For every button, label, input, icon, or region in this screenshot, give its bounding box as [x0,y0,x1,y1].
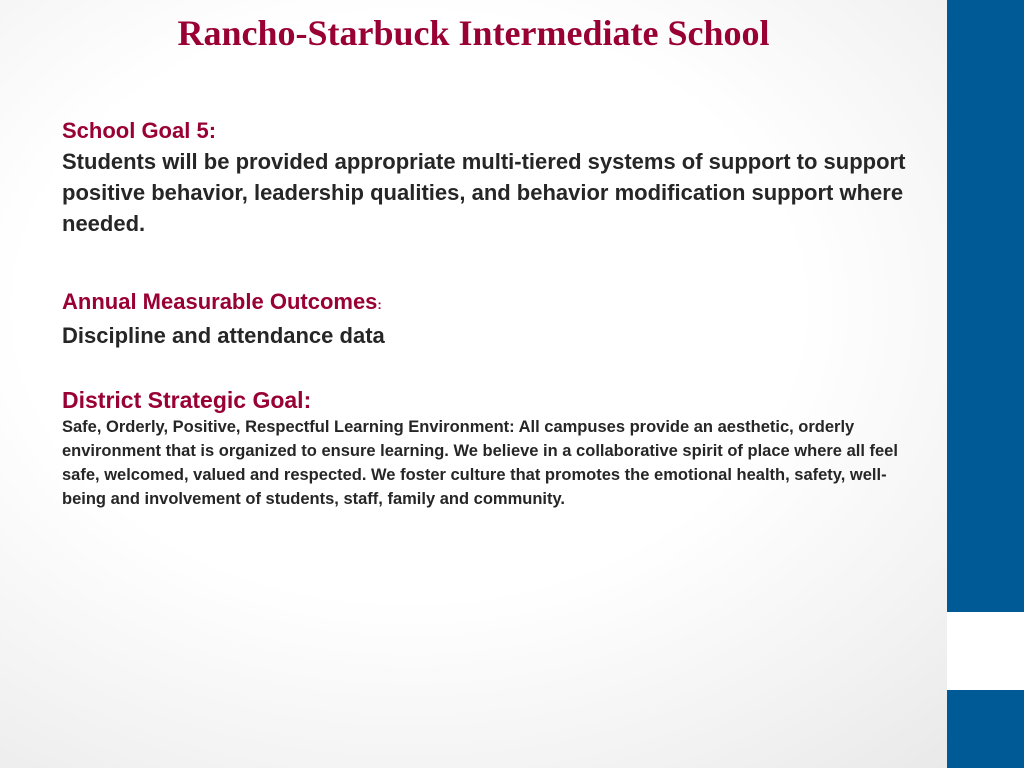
annual-outcomes-text: Discipline and attendance data [62,323,385,348]
page-title: Rancho-Starbuck Intermediate School [177,13,770,53]
school-goal-text: Students will be provided appropriate multi-tiered systems of support to support positive behavior, leadership qualities, and behavior modification support where needed. [62,149,906,236]
district-goal-heading: District Strategic Goal: [62,387,312,413]
annual-outcomes-heading [62,287,922,320]
slide-content [62,116,922,511]
district-goal-text: Safe, Orderly, Positive, Respectful Learning Environment: All campuses provide an aesthetic, orderly environment that is organized to ensure learning. We believe in a collaborative spirit of place where all feel safe, welcomed, valued and respected. We foster culture that promotes the emotional health, safety, well-being and involvement of students, staff, family and community. [62,418,898,508]
annual-outcomes-section [62,287,922,351]
school-goal-section [62,116,922,239]
sidebar-band-bottom [947,690,1024,768]
annual-outcomes-heading-text: Annual Measurable Outcomes [62,289,378,314]
sidebar-band-top [947,0,1024,612]
district-goal-section [62,385,922,511]
decorative-sidebar [947,0,1024,768]
school-goal-heading: School Goal 5: [62,118,217,143]
sidebar-band-gap [947,612,1024,690]
annual-outcomes-colon: : [377,297,382,312]
